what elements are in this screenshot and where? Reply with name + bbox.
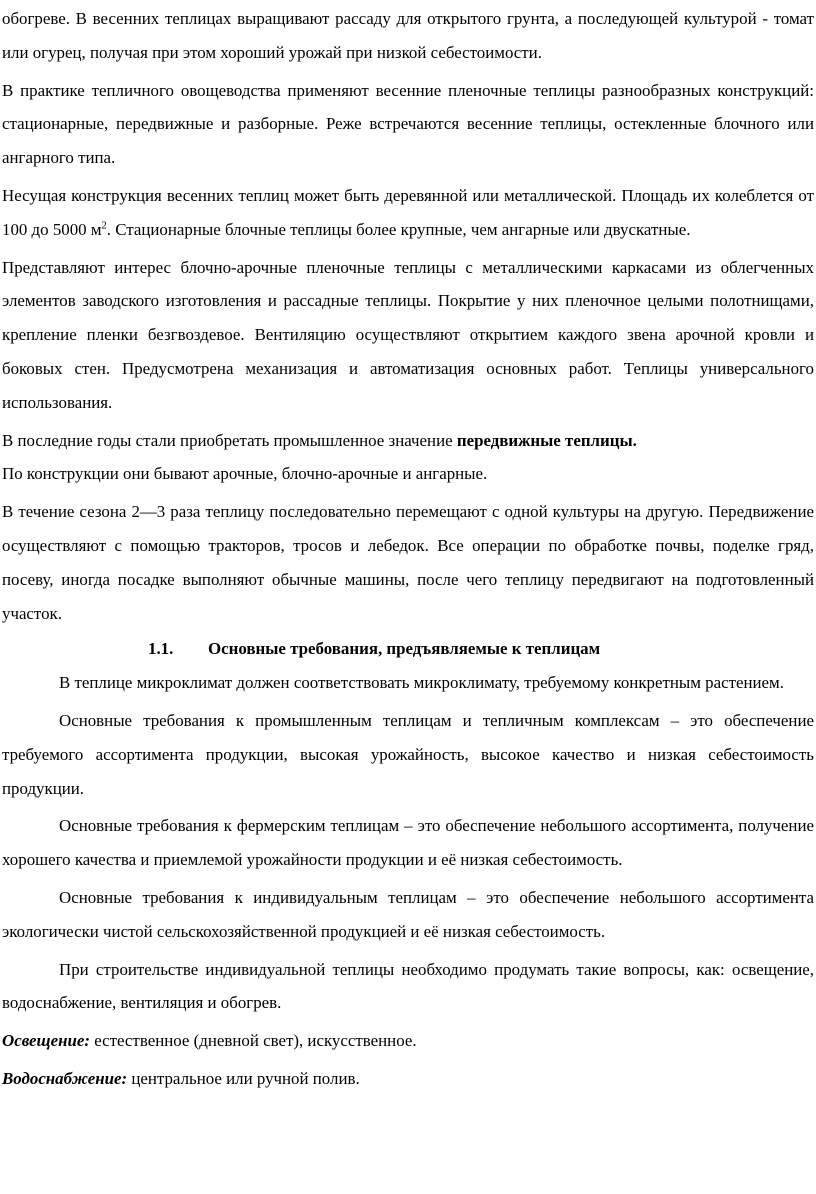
superscript-2: 2	[101, 220, 107, 232]
paragraph-industrial-requirements	[2, 704, 814, 805]
paragraph-mobile-greenhouses	[2, 424, 814, 458]
paragraph-text: обогреве. В весенних теплицах выращивают рассаду для открытого грунта, а последующей культурой - томат или огурец, получая при этом хороший урожай при низкой себестоимости.	[2, 9, 814, 62]
paragraph-film-greenhouses	[2, 74, 814, 175]
document-page	[2, 2, 814, 1096]
paragraph-water-supply	[2, 1062, 814, 1096]
paragraph-text: В практике тепличного овощеводства применяют весенние пленочные теплицы разнообразных конструкций: стационарные, передвижные и разборные. Реже встречаются весенние теплицы, остекленные блочного или ангарного типа.	[2, 80, 814, 168]
lighting-label: Освещение:	[2, 1031, 90, 1051]
section-heading	[2, 632, 814, 666]
paragraph-text: Несущая конструкция весенних теплиц может быть деревянной или металлической. Площадь их колеблется от 100 до 5000 м	[2, 185, 814, 239]
paragraph-heating-spring	[2, 2, 814, 70]
paragraph-text: В теплице микроклимат должен соответствовать микроклимату, требуемому конкретным растением.	[59, 673, 784, 693]
paragraph-construction-questions	[2, 953, 814, 1021]
paragraph-text: Основные требования к индивидуальным теплицам – это обеспечение небольшого ассортимента экологически чистой сельскохозяйственной продукцией и её низкая себестоимость.	[2, 887, 814, 941]
paragraph-construction-types	[2, 457, 814, 491]
paragraph-season-movement	[2, 495, 814, 630]
paragraph-text: По конструкции они бывают арочные, блочно-арочные и ангарные.	[2, 464, 488, 484]
paragraph-text: центральное или ручной полив.	[127, 1068, 360, 1088]
paragraph-text: В последние годы стали приобретать промышленное значение	[2, 430, 457, 450]
section-title: Основные требования, предъявляемые к теплицам	[208, 639, 601, 659]
water-supply-label: Водоснабжение:	[2, 1068, 128, 1088]
paragraph-individual-requirements	[2, 881, 814, 949]
paragraph-text: естественное (дневной свет), искусственное.	[90, 1031, 417, 1051]
section-number: 1.1.	[148, 639, 174, 659]
bold-term: передвижные теплицы.	[456, 430, 637, 450]
paragraph-block-arch	[2, 251, 814, 420]
paragraph-text: Основные требования к промышленным теплицам и тепличным комплексам – это обеспечение требуемого ассортимента продукции, высокая урожайность, высокое качество и низкая себестоимость продукции.	[2, 710, 814, 798]
paragraph-text: В течение сезона 2—3 раза теплицу последовательно перемещают с одной культуры на другую. Передвижение осуществляют с помощью тракторов, тросов и лебедок. Все операции по обработке почвы, поделке гряд, посеву, иногда посадке выполняют обычные машины, после чего теплицу передвигают на подготовленный участок.	[2, 502, 814, 623]
paragraph-text: Представляют интерес блочно-арочные пленочные теплицы с металлическими каркасами из облегченных элементов заводского изготовления и рассадные теплицы. Покрытие у них пленочное целыми полотнищами, крепление пленки безгвоздевое. Вентиляцию осуществляют открытием каждого звена арочной кровли и боковых стен. Предусмотрена механизация и автоматизация основных работ. Теплицы универсального использования.	[2, 257, 814, 412]
paragraph-construction-area	[2, 179, 814, 247]
paragraph-text: Основные требования к фермерским теплицам – это обеспечение небольшого ассортимента, получение хорошего качества и приемлемой урожайности продукции и её низкая себестоимость.	[2, 816, 814, 870]
paragraph-text: При строительстве индивидуальной теплицы необходимо продумать такие вопросы, как: освещение, водоснабжение, вентиляция и обогрев.	[2, 959, 814, 1013]
paragraph-microclimate	[2, 666, 814, 700]
paragraph-text: . Стационарные блочные теплицы более крупные, чем ангарные или двускатные.	[106, 219, 691, 239]
paragraph-lighting	[2, 1024, 814, 1058]
paragraph-farm-requirements	[2, 809, 814, 877]
